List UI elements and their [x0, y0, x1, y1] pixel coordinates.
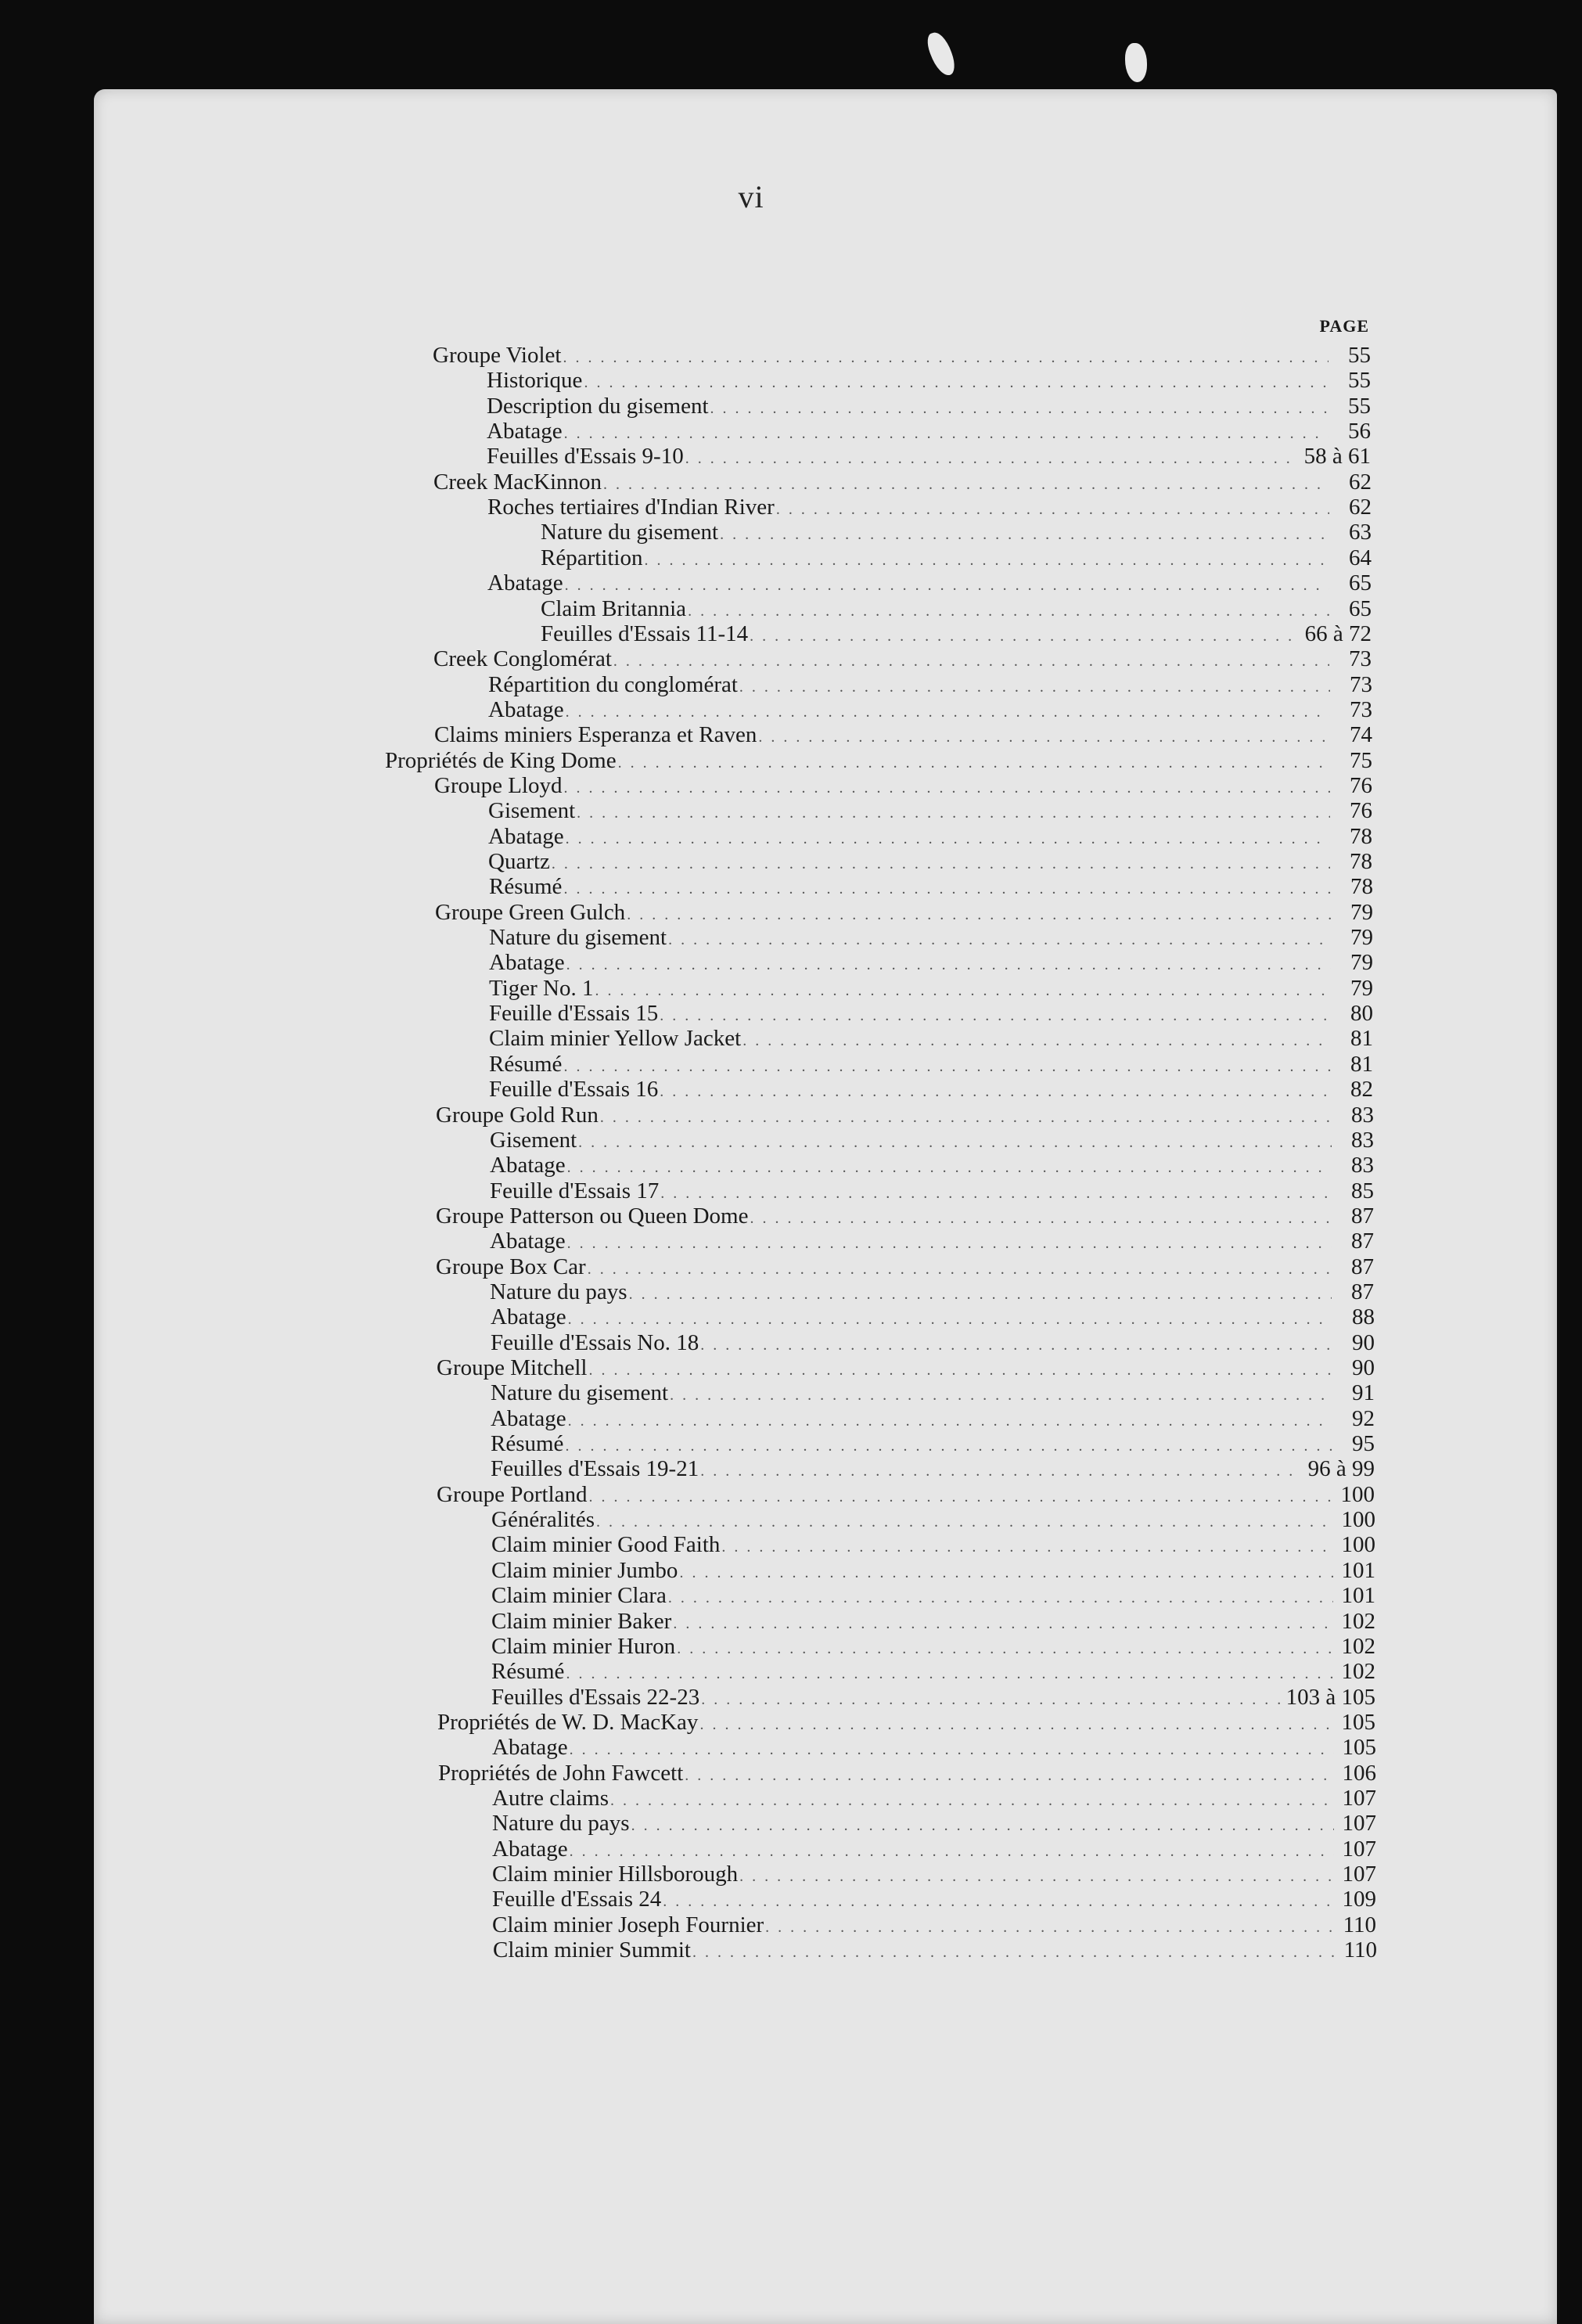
toc-entry-page: 62 [1349, 469, 1372, 495]
toc-entry-label: Nature du pays [492, 1811, 630, 1836]
toc-entry-label: Feuilles d'Essais 11-14 [541, 621, 749, 646]
toc-entry-label: Abatage [490, 1153, 566, 1178]
toc-entry-page: 82 [1350, 1077, 1373, 1102]
toc-entry [488, 672, 1372, 697]
toc-entry [488, 697, 1372, 722]
toc-entry [490, 1153, 1374, 1178]
toc-entry-page: 79 [1350, 900, 1373, 925]
dot-leader [673, 1611, 1333, 1636]
toc-entry-label: Nature du pays [490, 1279, 627, 1304]
toc-entry-label: Abatage [488, 824, 564, 849]
toc-entry-label: Groupe Violet [433, 343, 562, 368]
toc-entry [490, 1279, 1374, 1304]
toc-entry-page: 102 [1341, 1609, 1375, 1634]
toc-entry [437, 1482, 1375, 1507]
dot-leader [701, 1687, 1279, 1712]
dot-leader [765, 1915, 1334, 1940]
toc-entry-page: 101 [1341, 1558, 1375, 1583]
toc-entry-page: 73 [1350, 672, 1372, 697]
toc-entry-page: 106 [1342, 1761, 1376, 1786]
dot-leader [610, 1788, 1334, 1813]
toc-entry-page: 64 [1349, 545, 1372, 570]
toc-entry-label: Feuille d'Essais 17 [490, 1178, 660, 1203]
toc-entry-page: 87 [1351, 1229, 1374, 1254]
dot-leader [700, 1459, 1301, 1484]
toc-entry-page: 74 [1350, 722, 1372, 747]
toc-entry-label: Résumé [489, 1052, 563, 1077]
dot-leader [739, 675, 1330, 700]
dot-leader [564, 775, 1331, 800]
toc-entry-page: 76 [1350, 798, 1372, 823]
dot-leader [663, 1889, 1334, 1914]
dot-leader [700, 1333, 1332, 1358]
toc-entry-page: 81 [1350, 1026, 1373, 1051]
toc-entry-page: 79 [1350, 976, 1373, 1001]
toc-entry-page: 55 [1348, 394, 1371, 419]
toc-entry [385, 748, 1372, 773]
toc-entry-label: Abatage [487, 570, 563, 595]
dot-leader [563, 345, 1329, 370]
toc-entry-page: 83 [1351, 1103, 1374, 1128]
toc-entry-page: 100 [1341, 1532, 1375, 1557]
dot-leader [668, 927, 1331, 952]
dot-leader [589, 1484, 1333, 1509]
toc-entry [491, 1406, 1375, 1431]
toc-entry-page: 78 [1350, 874, 1373, 899]
toc-entry-label: Creek Conglomérat [433, 646, 612, 671]
toc-entry [490, 1128, 1374, 1153]
dot-leader [567, 1231, 1332, 1256]
toc-entry [541, 545, 1372, 570]
dot-leader [618, 750, 1330, 775]
toc-entry-page: 101 [1341, 1583, 1375, 1608]
dot-leader [692, 1940, 1335, 1965]
toc-entry-page: 109 [1342, 1887, 1376, 1912]
toc-entry-label: Claim minier Joseph Fournier [492, 1912, 764, 1937]
toc-entry-label: Quartz [488, 849, 550, 874]
toc-entry [433, 469, 1372, 495]
dot-leader [742, 1028, 1331, 1053]
toc-entry [493, 1937, 1377, 1962]
toc-entry-label: Groupe Patterson ou Queen Dome [436, 1203, 749, 1229]
toc-entry-label: Répartition [541, 545, 643, 570]
toc-entry [491, 1609, 1375, 1634]
dot-leader [750, 1206, 1332, 1231]
toc-entry-label: Claim minier Jumbo [491, 1558, 678, 1583]
toc-entry [435, 900, 1373, 925]
toc-entry-label: Propriétés de W. D. MacKay [437, 1710, 699, 1735]
toc-entry-label: Claim minier Huron [491, 1634, 676, 1659]
page-column-header: PAGE [1319, 316, 1369, 336]
toc-entry [487, 419, 1371, 444]
toc-entry [487, 394, 1371, 419]
toc-entry-page: 96 à 99 [1307, 1456, 1375, 1481]
toc-entry-page: 83 [1351, 1128, 1374, 1153]
dot-leader [563, 1054, 1331, 1079]
toc-entry-label: Groupe Lloyd [434, 773, 563, 798]
toc-entry [491, 1431, 1375, 1456]
dot-leader [570, 1839, 1334, 1864]
dot-leader [627, 902, 1331, 927]
toc-entry-label: Feuille d'Essais No. 18 [491, 1330, 699, 1355]
toc-entry-label: Propriétés de John Fawcett [438, 1761, 684, 1786]
dot-leader [565, 573, 1329, 598]
toc-entry-page: 79 [1350, 925, 1373, 950]
toc-entry-label: Feuille d'Essais 16 [489, 1077, 659, 1102]
dot-leader [588, 1358, 1332, 1383]
toc-entry [489, 950, 1373, 975]
toc-entry [491, 1532, 1375, 1557]
dot-leader [660, 1003, 1331, 1028]
toc-entry-label: Autre claims [492, 1786, 609, 1811]
dot-leader [566, 826, 1330, 851]
scan-artifact [1125, 43, 1147, 82]
toc-entry-page: 55 [1348, 368, 1371, 393]
dot-leader [566, 700, 1330, 725]
toc-entry-page: 66 à 72 [1304, 621, 1372, 646]
toc-entry-page: 110 [1343, 1912, 1376, 1937]
toc-entry-label: Claims miniers Esperanza et Raven [434, 722, 757, 747]
toc-entry-label: Abatage [491, 1304, 566, 1329]
toc-entry-label: Groupe Mitchell [437, 1355, 588, 1380]
toc-entry [437, 1710, 1375, 1735]
toc-entry [490, 1178, 1374, 1203]
toc-entry-label: Feuilles d'Essais 9-10 [487, 444, 684, 469]
toc-entry-page: 73 [1350, 697, 1372, 722]
toc-entry [492, 1837, 1376, 1862]
toc-entry [489, 976, 1373, 1001]
toc-entry-label: Feuille d'Essais 15 [489, 1001, 659, 1026]
page-number: vi [738, 179, 764, 214]
toc-entry-label: Historique [487, 368, 583, 393]
toc-entry [491, 1456, 1375, 1481]
toc-entry-page: 90 [1352, 1330, 1375, 1355]
toc-entry-label: Abatage [491, 1406, 566, 1431]
toc-entry [489, 1077, 1373, 1102]
dot-leader [776, 497, 1329, 522]
toc-entry-label: Claim minier Summit [493, 1937, 691, 1962]
dot-leader [577, 800, 1330, 826]
toc-entry-page: 73 [1349, 646, 1372, 671]
dot-leader [567, 1155, 1332, 1180]
toc-entry-label: Feuille d'Essais 24 [492, 1887, 662, 1912]
toc-entry-page: 90 [1352, 1355, 1375, 1380]
toc-entry-page: 79 [1350, 950, 1373, 975]
toc-entry-label: Tiger No. 1 [489, 976, 594, 1001]
dot-leader [710, 396, 1329, 421]
toc-entry-page: 102 [1341, 1659, 1375, 1684]
toc-entry-label: Claim Britannia [541, 596, 687, 621]
toc-entry-label: Abatage [489, 950, 565, 975]
toc-entry [491, 1583, 1375, 1608]
dot-leader [566, 952, 1331, 977]
toc-entry [491, 1304, 1375, 1329]
toc-entry-label: Claim minier Good Faith [491, 1532, 721, 1557]
toc-entry [491, 1380, 1375, 1405]
toc-entry-page: 55 [1348, 343, 1371, 368]
toc-entry-page: 107 [1342, 1811, 1376, 1836]
toc-entry [487, 495, 1372, 520]
toc-entry-label: Résumé [491, 1431, 564, 1456]
toc-entry [490, 1229, 1374, 1254]
dot-leader [584, 370, 1329, 395]
toc-entry [489, 1001, 1373, 1026]
dot-leader [565, 1434, 1332, 1459]
toc-entry-page: 87 [1351, 1279, 1374, 1304]
toc-entry-page: 81 [1350, 1052, 1373, 1077]
dot-leader [660, 1181, 1332, 1206]
toc-entry [491, 1634, 1375, 1659]
toc-entry [488, 824, 1372, 849]
toc-entry-label: Abatage [492, 1837, 568, 1862]
dot-leader [563, 876, 1331, 901]
dot-leader [670, 1383, 1332, 1408]
toc-entry-page: 107 [1342, 1786, 1376, 1811]
toc-entry-label: Abatage [487, 419, 563, 444]
dot-leader [564, 421, 1329, 446]
toc-entry-page: 100 [1340, 1482, 1375, 1507]
dot-leader [596, 1509, 1333, 1534]
toc-entry-page: 87 [1351, 1254, 1374, 1279]
toc-entry-label: Feuilles d'Essais 19-21 [491, 1456, 699, 1481]
dot-leader [595, 978, 1331, 1003]
toc-entry-label: Groupe Gold Run [436, 1103, 599, 1128]
toc-entry [487, 368, 1371, 393]
dot-leader [758, 725, 1330, 750]
toc-entry [434, 722, 1372, 747]
dot-leader [603, 472, 1329, 497]
toc-entry-label: Gisement [488, 798, 576, 823]
toc-entry-label: Gisement [490, 1128, 577, 1153]
dot-leader [679, 1560, 1333, 1585]
toc-entry-label: Groupe Green Gulch [435, 900, 626, 925]
toc-entry-page: 75 [1350, 748, 1372, 773]
dot-leader [631, 1813, 1334, 1838]
dot-leader [588, 1257, 1332, 1282]
toc-entry-label: Description du gisement [487, 394, 709, 419]
toc-entry-label: Creek MacKinnon [433, 469, 602, 495]
toc-entry [489, 925, 1373, 950]
toc-entry [487, 444, 1371, 469]
toc-entry-page: 95 [1352, 1431, 1375, 1456]
toc-entry-label: Abatage [492, 1735, 568, 1760]
toc-entry-label: Feuilles d'Essais 22-23 [491, 1685, 700, 1710]
toc-entry-page: 92 [1352, 1406, 1375, 1431]
dot-leader [578, 1130, 1332, 1155]
dot-leader [644, 548, 1329, 573]
toc-entry-page: 78 [1350, 824, 1372, 849]
toc-entry-page: 56 [1348, 419, 1371, 444]
dot-leader [566, 1661, 1333, 1686]
toc-entry-page: 100 [1341, 1507, 1375, 1532]
dot-leader [629, 1282, 1332, 1307]
toc-entry-label: Roches tertiaires d'Indian River [487, 495, 775, 520]
toc-entry-label: Nature du gisement [541, 520, 719, 545]
dot-leader [568, 1307, 1332, 1332]
toc-entry [489, 874, 1373, 899]
dot-leader [688, 599, 1329, 624]
toc-entry-label: Claim minier Clara [491, 1583, 667, 1608]
toc-entry-page: 65 [1349, 570, 1372, 595]
toc-entry [491, 1507, 1375, 1532]
dot-leader [699, 1712, 1333, 1737]
toc-entry [488, 849, 1372, 874]
toc-entry-page: 107 [1342, 1862, 1376, 1887]
toc-entry-label: Résumé [489, 874, 563, 899]
dot-leader [668, 1585, 1333, 1610]
toc-entry [541, 596, 1372, 621]
dot-leader [739, 1864, 1334, 1889]
toc-entry-page: 107 [1342, 1837, 1376, 1862]
toc-entry [492, 1912, 1376, 1937]
toc-entry-page: 65 [1349, 596, 1372, 621]
toc-entry-page: 85 [1351, 1178, 1374, 1203]
toc-entry-label: Nature du gisement [491, 1380, 669, 1405]
scan-artifact [924, 29, 958, 78]
toc-entry [487, 570, 1372, 595]
toc-entry-page: 103 à 105 [1285, 1685, 1375, 1710]
dot-leader [685, 446, 1298, 471]
toc-entry [433, 646, 1372, 671]
toc-entry [492, 1786, 1376, 1811]
toc-entry [436, 1103, 1374, 1128]
dot-leader [613, 649, 1329, 674]
toc-entry-page: 105 [1342, 1735, 1376, 1760]
toc-entry-page: 80 [1350, 1001, 1373, 1026]
dot-leader [750, 624, 1298, 649]
dot-leader [660, 1079, 1331, 1104]
dot-leader [600, 1105, 1332, 1130]
toc-entry [541, 520, 1372, 545]
dot-leader [552, 851, 1330, 876]
toc-entry-page: 63 [1349, 520, 1372, 545]
toc-entry-page: 105 [1341, 1710, 1375, 1735]
toc-entry [436, 1203, 1374, 1229]
toc-entry [492, 1887, 1376, 1912]
dot-leader [685, 1763, 1334, 1788]
toc-entry [541, 621, 1372, 646]
toc-entry [491, 1558, 1375, 1583]
toc-entry-page: 110 [1343, 1937, 1377, 1962]
toc-entry-label: Abatage [488, 697, 564, 722]
toc-entry [492, 1811, 1376, 1836]
toc-entry-label: Résumé [491, 1659, 565, 1684]
toc-entry-page: 102 [1341, 1634, 1375, 1659]
toc-entry-label: Groupe Portland [437, 1482, 588, 1507]
toc-entry [492, 1862, 1376, 1887]
toc-entry [436, 1254, 1374, 1279]
toc-entry-page: 58 à 61 [1303, 444, 1371, 469]
toc-entry-label: Nature du gisement [489, 925, 667, 950]
toc-entry-label: Claim minier Hillsborough [492, 1862, 739, 1887]
toc-entry [489, 1052, 1373, 1077]
toc-entry-label: Propriétés de King Dome [385, 748, 617, 773]
toc-entry-label: Groupe Box Car [436, 1254, 586, 1279]
toc-entry [489, 1026, 1373, 1051]
toc-entry-label: Répartition du conglomérat [488, 672, 738, 697]
toc-entry [438, 1761, 1376, 1786]
toc-entry [437, 1355, 1375, 1380]
toc-entry [492, 1735, 1376, 1760]
toc-entry [433, 343, 1371, 368]
toc-entry-page: 91 [1352, 1380, 1375, 1405]
toc-entry-label: Généralités [491, 1507, 595, 1532]
toc-entry-page: 88 [1352, 1304, 1375, 1329]
toc-entry [491, 1685, 1375, 1710]
toc-entry-page: 78 [1350, 849, 1372, 874]
dot-leader [568, 1408, 1332, 1434]
dot-leader [720, 522, 1329, 547]
toc-entry-page: 76 [1350, 773, 1372, 798]
dot-leader [677, 1636, 1333, 1661]
dot-leader [721, 1534, 1333, 1560]
toc-entry [488, 798, 1372, 823]
toc-entry-label: Claim minier Baker [491, 1609, 672, 1634]
toc-entry-page: 87 [1351, 1203, 1374, 1229]
toc-entry-label: Abatage [490, 1229, 566, 1254]
toc-entry-label: Claim minier Yellow Jacket [489, 1026, 742, 1051]
toc-entry [491, 1330, 1375, 1355]
toc-entry-page: 62 [1349, 495, 1372, 520]
dot-leader [570, 1737, 1334, 1762]
toc-entry [491, 1659, 1375, 1684]
toc-entry-page: 83 [1351, 1153, 1374, 1178]
toc-entry [434, 773, 1372, 798]
